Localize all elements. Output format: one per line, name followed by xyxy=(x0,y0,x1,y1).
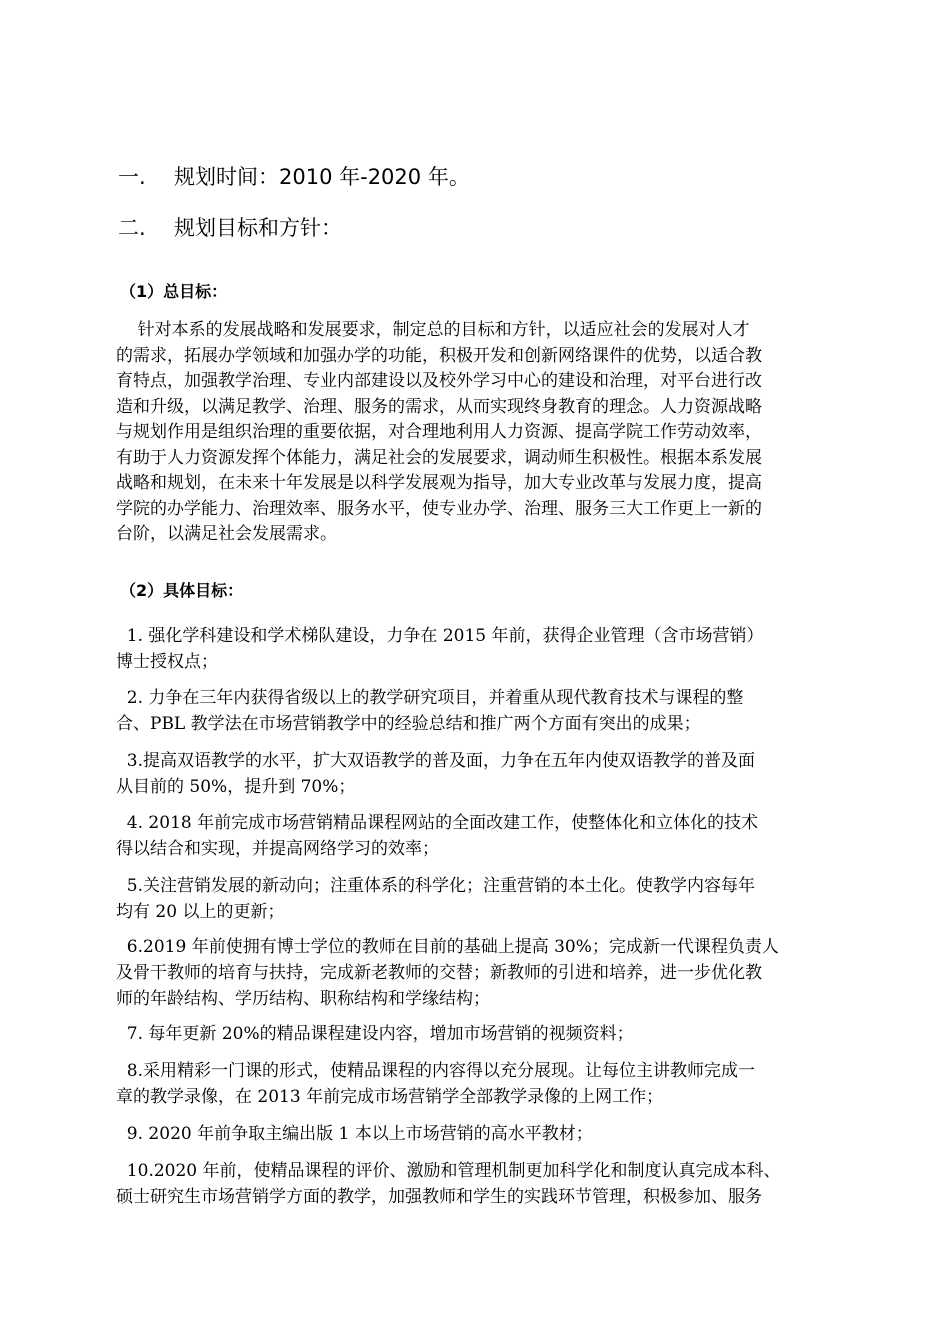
item-line: 9. 2020 年前争取主编出版 1 本以上市场营销的高水平教材； xyxy=(116,1124,593,1144)
paragraph-line: 有助于人力资源发挥个体能力，满足社会的发展要求，调动师生积极性。根据本系发展 xyxy=(116,447,762,468)
goal-item-5 xyxy=(116,873,856,925)
goal-item-10 xyxy=(116,1158,856,1210)
item-line: 得以结合和实现，并提高网络学习的效率； xyxy=(116,839,439,859)
heading-number: 二. xyxy=(118,216,146,240)
item-line: 7. 每年更新 20%的精品课程建设内容，增加市场营销的视频资料； xyxy=(116,1024,634,1044)
item-line: 6.2019 年前使拥有博士学位的教师在目前的基础上提高 30%；完成新一代课程负责人 xyxy=(116,937,779,957)
item-line: 4. 2018 年前完成市场营销精品课程网站的全面改建工作，使整体化和立体化的技术 xyxy=(116,813,759,833)
item-line: 10.2020 年前，使精品课程的评价、激励和管理机制更加科学化和制度认真完成本科、 xyxy=(116,1161,781,1181)
overall-goal-paragraph xyxy=(116,318,850,548)
item-line: 3.提高双语教学的水平，扩大双语教学的普及面，力争在五年内使双语教学的普及面 xyxy=(116,751,756,771)
item-line: 8.采用精彩一门课的形式，使精品课程的内容得以充分展现。让每位主讲教师完成一 xyxy=(116,1061,756,1081)
item-line: 硕士研究生市场营销学方面的教学，加强教师和学生的实践环节管理，积极参加、服务 xyxy=(116,1187,762,1207)
paragraph-line: 战略和规划，在未来十年发展是以科学发展观为指导，加大专业改革与发展力度，提高 xyxy=(116,473,762,493)
goal-item-9 xyxy=(116,1121,856,1147)
heading-planning-goals xyxy=(118,214,342,242)
heading-text: 规划目标和方针： xyxy=(174,216,342,240)
goal-item-6 xyxy=(116,934,856,1012)
paragraph-line: 造和升级，以满足教学、治理、服务的需求，从而实现终身教育的理念。人力资源战略 xyxy=(116,396,762,417)
item-line: 从目前的 50%，提升到 70%； xyxy=(116,777,356,797)
item-line: 章的教学录像，在 2013 年前完成市场营销学全部教学录像的上网工作； xyxy=(116,1087,664,1107)
heading-number: 一. xyxy=(118,165,146,189)
paragraph-line: 学院的办学能力、治理效率、服务水平，使专业办学、治理、服务三大工作更上一新的 xyxy=(116,498,762,519)
paragraph-line: 与规划作用是组织治理的重要依据，对合理地利用人力资源、提高学院工作劳动效率， xyxy=(116,422,762,442)
item-line: 1. 强化学科建设和学术梯队建设，力争在 2015 年前，获得企业管理（含市场营销） xyxy=(116,626,764,646)
goal-item-3 xyxy=(116,748,856,800)
goal-item-4 xyxy=(116,810,856,862)
item-line: 及骨干教师的培育与扶持，完成新老教师的交替；新教师的引进和培养，进一步优化教 xyxy=(116,963,762,983)
goal-item-8 xyxy=(116,1058,856,1110)
item-line: 均有 20 以上的更新； xyxy=(116,902,285,922)
paragraph-line: 的需求，拓展办学领域和加强办学的功能，积极开发和创新网络课件的优势，以适合教 xyxy=(116,345,762,366)
goal-item-7 xyxy=(116,1021,856,1047)
heading-text: 规划时间：2010 年-2020 年。 xyxy=(174,165,470,189)
goal-item-2 xyxy=(116,685,856,737)
item-line: 合、PBL 教学法在市场营销教学中的经验总结和推广两个方面有突出的成果； xyxy=(116,714,701,734)
item-line: 博士授权点； xyxy=(116,652,218,672)
paragraph-line: 台阶，以满足社会发展需求。 xyxy=(116,524,337,544)
section-title-overall-goal: （1）总目标： xyxy=(120,282,228,301)
heading-planning-time xyxy=(118,163,470,191)
item-line: 师的年龄结构、学历结构、职称结构和学缘结构； xyxy=(116,989,490,1009)
item-line: 2. 力争在三年内获得省级以上的教学研究项目，并着重从现代教育技术与课程的整 xyxy=(116,688,744,708)
paragraph-line: 针对本系的发展战略和发展要求，制定总的目标和方针，以适应社会的发展对人才 xyxy=(116,320,750,340)
item-line: 5.关注营销发展的新动向；注重体系的科学化；注重营销的本土化。使教学内容每年 xyxy=(116,876,756,896)
paragraph-line: 育特点，加强教学治理、专业内部建设以及校外学习中心的建设和治理，对平台进行改 xyxy=(116,371,762,391)
goal-item-1 xyxy=(116,623,856,675)
section-title-specific-goals: （2）具体目标： xyxy=(120,581,244,600)
